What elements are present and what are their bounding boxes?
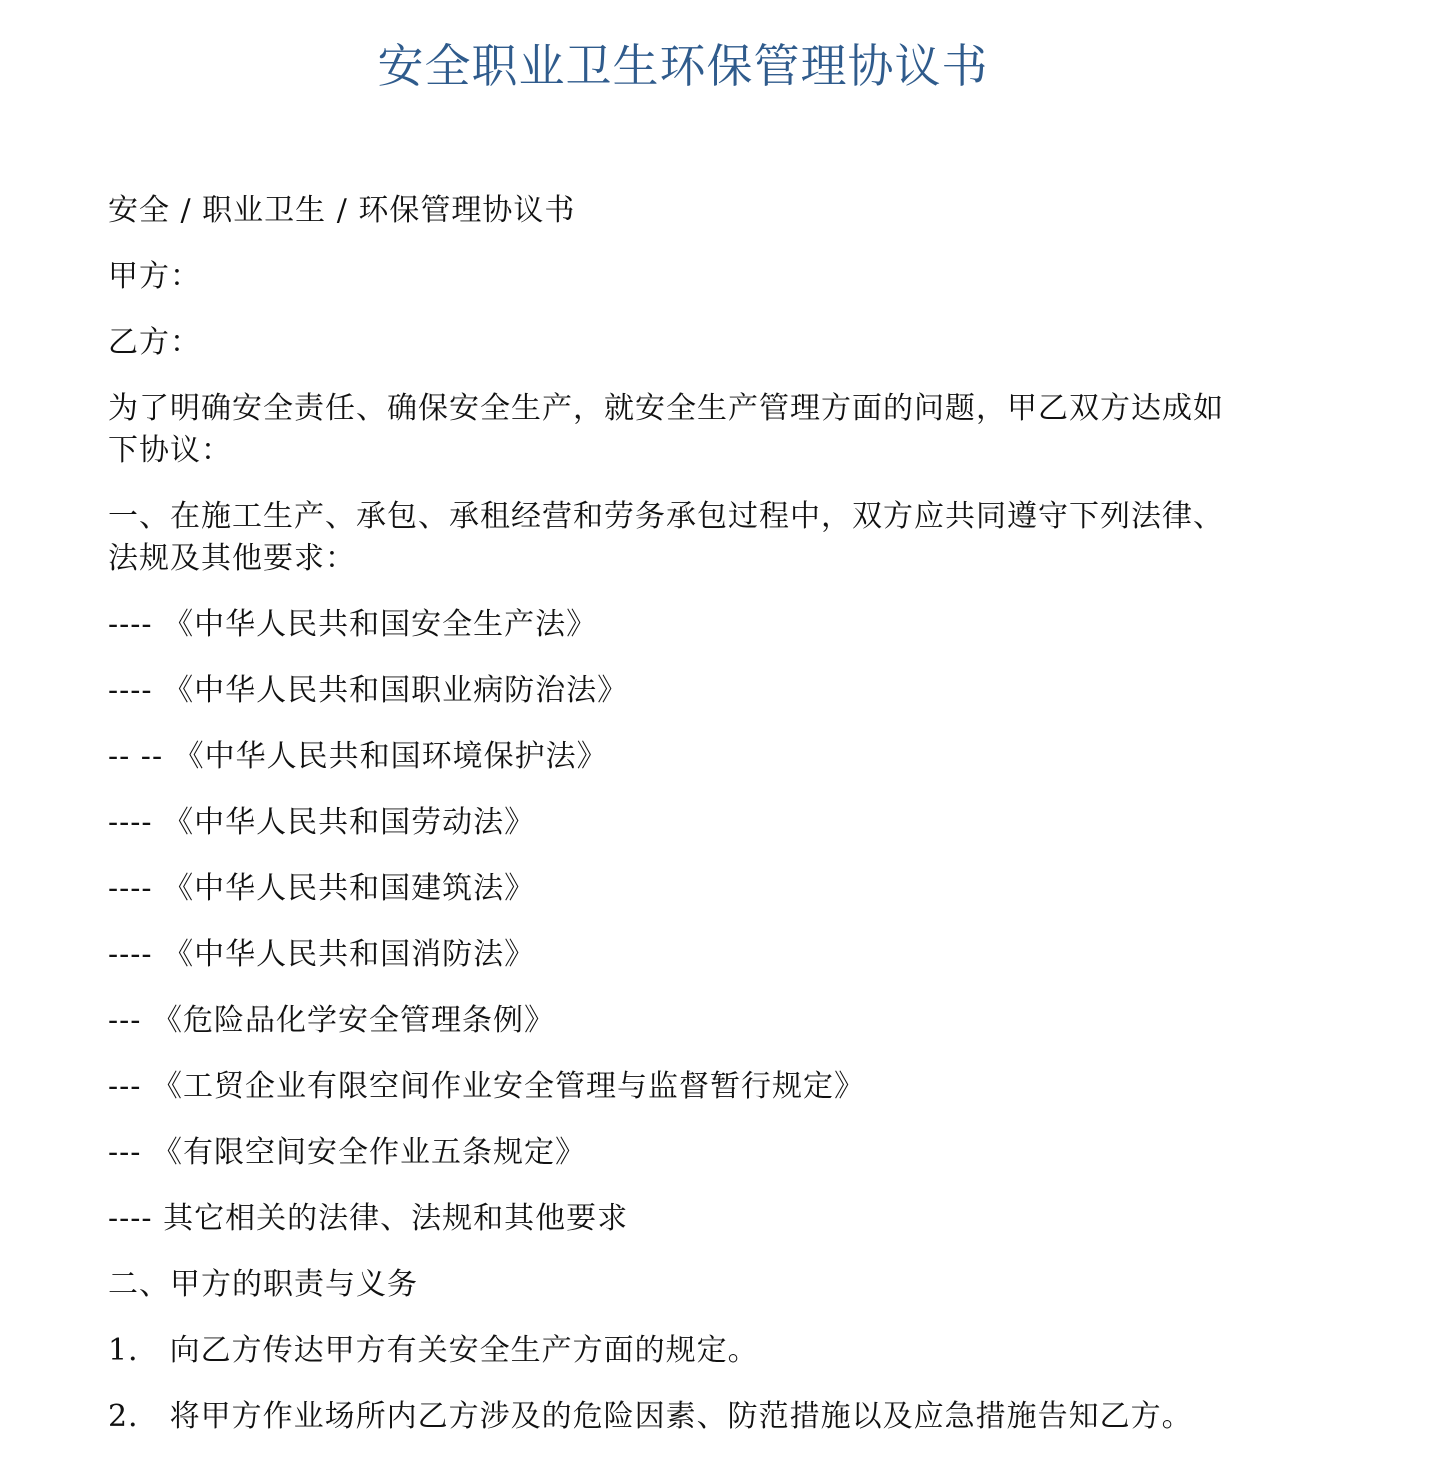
section-two-heading: 二、甲方的职责与义务 (108, 1267, 418, 1302)
subtitle-line: 安全 / 职业卫生 / 环保管理协议书 (108, 193, 576, 228)
document-body (108, 190, 1278, 1462)
duty-item-1: 1． 向乙方传达甲方有关安全生产方面的规定。 (108, 1333, 759, 1368)
law-item: ---- 《中华人民共和国劳动法》 (108, 805, 536, 840)
law-item: --- 《危险品化学安全管理条例》 (108, 1003, 555, 1038)
law-item: ---- 《中华人民共和国安全生产法》 (108, 607, 598, 642)
party-a-line: 甲方： (108, 259, 201, 294)
party-b-line: 乙方： (108, 325, 201, 360)
law-item: -- -- 《中华人民共和国环境保护法》 (108, 739, 608, 774)
law-item: ---- 《中华人民共和国职业病防治法》 (108, 673, 629, 708)
law-item: ---- 《中华人民共和国建筑法》 (108, 871, 536, 906)
law-item: --- 《有限空间安全作业五条规定》 (108, 1135, 586, 1170)
section-one-heading: 一、在施工生产、承包、承租经营和劳务承包过程中，双方应共同遵守下列法律、 法规及其他要求： (108, 499, 1224, 576)
law-item: --- 《工贸企业有限空间作业安全管理与监督暂行规定》 (108, 1069, 865, 1104)
intro-paragraph: 为了明确安全责任、确保安全生产，就安全生产管理方面的问题，甲乙双方达成如 下协议： (108, 391, 1224, 468)
duty-item-2: 2． 将甲方作业场所内乙方涉及的危险因素、防范措施以及应急措施告知乙方。 (108, 1399, 1193, 1434)
document-title: 安全职业卫生环保管理协议书 (377, 39, 989, 93)
law-item-other: ---- 其它相关的法律、法规和其他要求 (108, 1201, 629, 1236)
law-item: ---- 《中华人民共和国消防法》 (108, 937, 536, 972)
